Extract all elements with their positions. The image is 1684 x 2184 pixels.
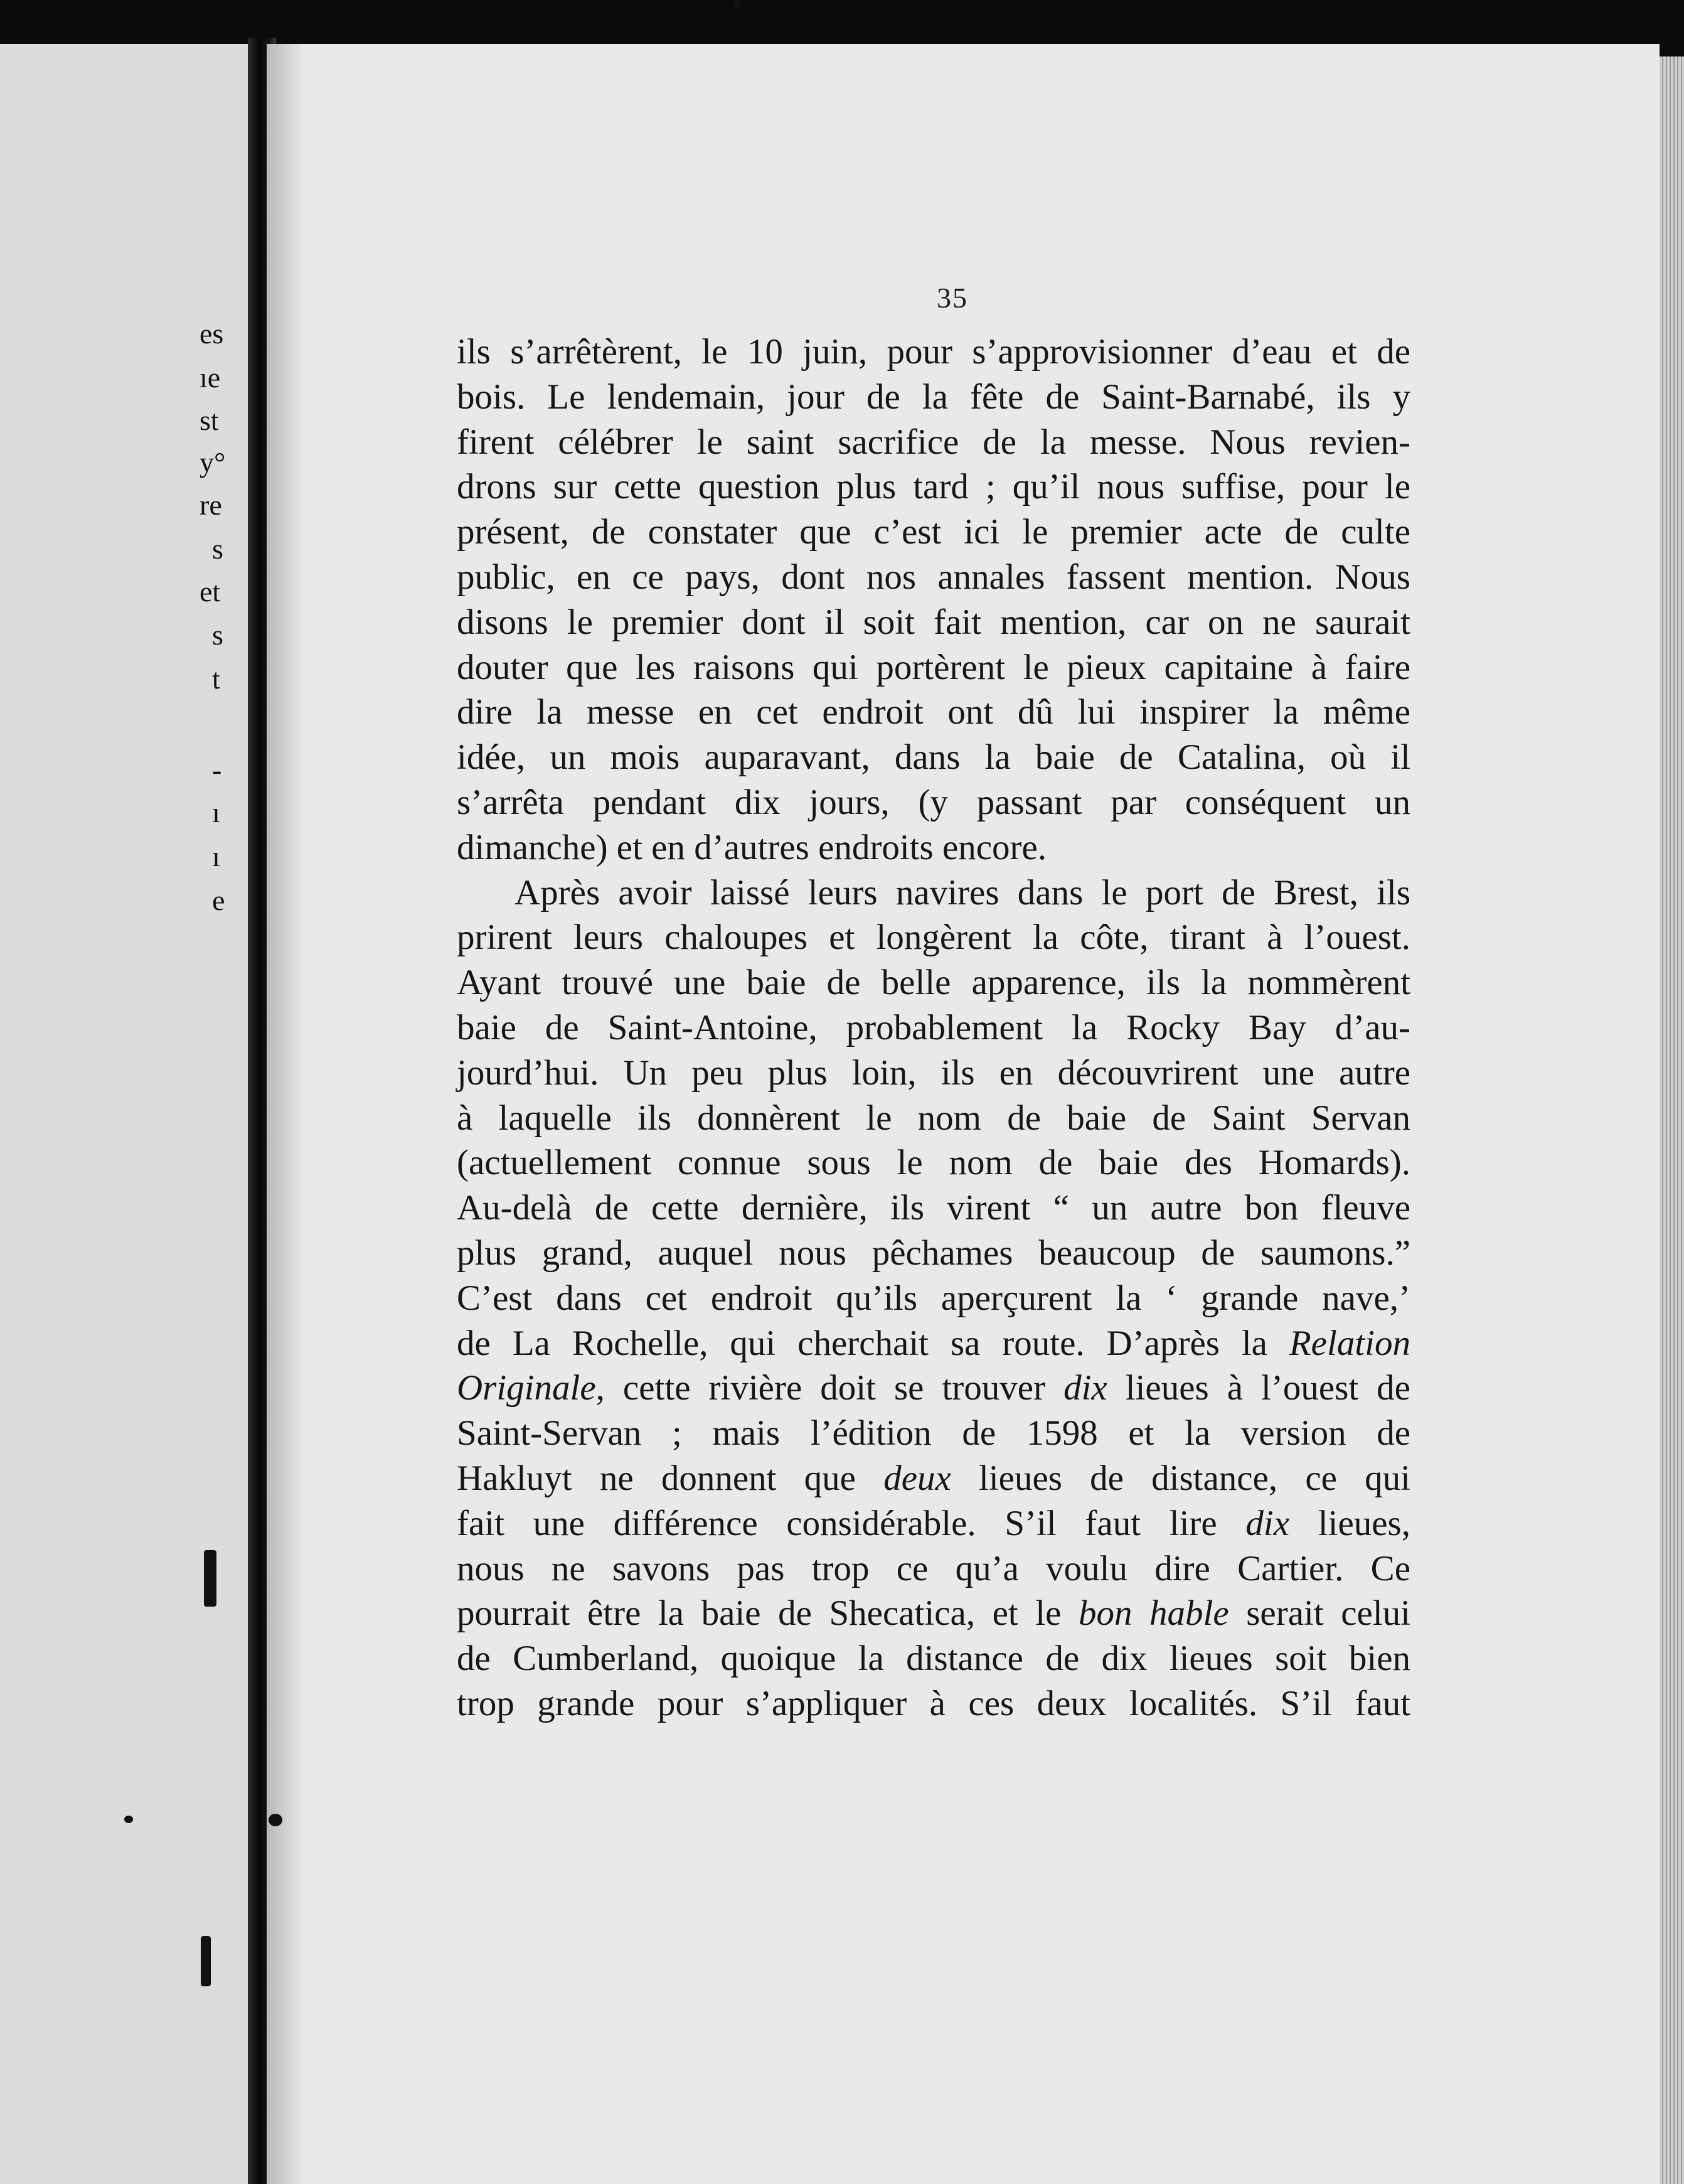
text-segment: de La Rochelle, qui cherchait sa route. D’après la [457, 1323, 1289, 1363]
text-segment: public, en ce pays, dont nos annales fassent mention. Nous [457, 557, 1410, 597]
text-segment: C’est dans cet endroit qu’ils aperçurent la ‘ grande nave,’ [457, 1278, 1410, 1318]
facing-page-text-fragment: ı [212, 840, 220, 872]
text-line [457, 1636, 1410, 1681]
text-line [457, 1231, 1410, 1276]
text-segment: prirent leurs chaloupes et longèrent la côte, tirant à l’ouest. [457, 918, 1410, 958]
page-edge-stack [1660, 56, 1684, 2184]
text-segment: lieues, [1289, 1503, 1410, 1543]
text-segment: Après avoir laissé leurs navires dans le port de Brest, ils [514, 872, 1410, 913]
scan-speck [201, 1936, 211, 1986]
text-line [457, 960, 1410, 1005]
text-segment: firent célébrer le saint sacrifice de la messe. Nous revien- [457, 422, 1410, 462]
text-line [457, 1366, 1410, 1411]
facing-page-text-fragment: re [200, 489, 222, 521]
text-line [457, 375, 1410, 420]
text-line [457, 1005, 1410, 1051]
facing-page-text-fragment: st [200, 404, 219, 436]
text-line [457, 1501, 1410, 1546]
text-segment: dire la messe en cet endroit ont dû lui inspirer la même [457, 692, 1410, 732]
text-segment: présent, de constater que c’est ici le premier acte de culte [457, 512, 1410, 552]
text-line [457, 825, 1410, 870]
facing-page-text-fragment: - [212, 754, 222, 786]
text-line [457, 1186, 1410, 1231]
text-line [457, 645, 1410, 690]
text-line [457, 870, 1410, 916]
text-line [457, 1321, 1410, 1366]
text-segment: Saint-Servan ; mais l’édition de 1598 et la version de [457, 1413, 1410, 1453]
facing-page-text-fragment: ıe [200, 361, 221, 393]
text-line [457, 1411, 1410, 1456]
italic-text: deux [883, 1458, 951, 1498]
text-segment: trop grande pour s’appliquer à ces deux localités. S’il faut [457, 1683, 1410, 1723]
text-segment: lieues de distance, ce qui [951, 1458, 1410, 1498]
page-number: 35 [937, 282, 968, 314]
facing-page-text-fragment: s [212, 619, 223, 651]
text-segment: (actuellement connue sous le nom de baie des Homards). [457, 1143, 1410, 1183]
text-segment: Hakluyt ne donnent que [457, 1458, 884, 1498]
text-line [457, 1140, 1410, 1186]
text-segment: s’arrêta pendant dix jours, (y passant par conséquent un [457, 782, 1410, 822]
facing-page-text-fragment: t [212, 663, 220, 695]
text-line [457, 1681, 1410, 1726]
facing-page-text-fragment: y° [200, 446, 226, 478]
italic-text: Originale [457, 1368, 596, 1408]
facing-page-text-fragment: es [200, 318, 224, 350]
text-line [457, 1591, 1410, 1636]
body-text [457, 329, 1410, 1726]
facing-page-text-fragment: ı [212, 796, 220, 828]
text-line [457, 420, 1410, 465]
facing-page-fragment [0, 44, 248, 2184]
text-line [457, 1276, 1410, 1321]
facing-page-text-fragment: e [212, 884, 225, 916]
italic-text: bon hable [1079, 1593, 1229, 1634]
text-line [457, 555, 1410, 600]
text-line [457, 1546, 1410, 1592]
binding-shadow [267, 44, 304, 2184]
text-segment: Au-delà de cette dernière, ils virent “ un autre bon fleuve [457, 1188, 1410, 1228]
text-segment: lieues à l’ouest de [1107, 1368, 1410, 1408]
text-line [457, 1096, 1410, 1141]
text-segment: , cette rivière doit se trouver [595, 1368, 1064, 1408]
text-segment: douter que les raisons qui portèrent le pieux capitaine à faire [457, 647, 1410, 687]
text-segment: nous ne savons pas trop ce qu’a voulu dire Cartier. Ce [457, 1548, 1410, 1588]
text-line [457, 690, 1410, 735]
text-line [457, 329, 1410, 375]
facing-page-text-fragment: et [200, 575, 221, 608]
text-segment: jourd’hui. Un peu plus loin, ils en découvrirent une autre [457, 1052, 1410, 1093]
italic-text: Relation [1289, 1323, 1410, 1363]
scan-speck [269, 1814, 282, 1826]
text-line [457, 464, 1410, 510]
text-segment: idée, un mois auparavant, dans la baie de Catalina, où il [457, 737, 1410, 778]
text-segment: disons le premier dont il soit fait mention, car on ne saurait [457, 602, 1410, 642]
italic-text: dix [1245, 1503, 1290, 1543]
text-segment: pourrait être la baie de Shecatica, et le [457, 1593, 1079, 1634]
text-segment: bois. Le lendemain, jour de la fête de Saint-Barnabé, ils y [457, 377, 1410, 417]
text-segment: fait une différence considérable. S’il faut lire [457, 1503, 1246, 1543]
text-segment: serait celui [1228, 1593, 1410, 1634]
text-line [457, 600, 1410, 645]
scan-speck [124, 1816, 133, 1823]
text-line [457, 510, 1410, 555]
text-line [457, 1456, 1410, 1501]
text-segment: drons sur cette question plus tard ; qu’il nous suffise, pour le [457, 467, 1410, 507]
text-segment: plus grand, auquel nous pêchames beaucoup de saumons.” [457, 1233, 1410, 1273]
italic-text: dix [1063, 1368, 1107, 1408]
text-line [457, 780, 1410, 825]
text-segment: ils s’arrêtèrent, le 10 juin, pour s’approvisionner d’eau et de [457, 332, 1410, 372]
scan-speck [204, 1550, 216, 1607]
text-line [457, 1051, 1410, 1096]
text-segment: dimanche) et en d’autres endroits encore. [457, 827, 1047, 867]
text-segment: de Cumberland, quoique la distance de dix lieues soit bien [457, 1639, 1410, 1679]
facing-page-text-fragment: s [212, 533, 223, 565]
text-segment: à laquelle ils donnèrent le nom de baie de Saint Servan [457, 1098, 1410, 1138]
text-segment: baie de Saint-Antoine, probablement la Rocky Bay d’au- [457, 1007, 1410, 1047]
text-segment: Ayant trouvé une baie de belle apparence, ils la nommèrent [457, 963, 1410, 1003]
text-line [457, 915, 1410, 960]
scan-speck [734, 0, 740, 9]
text-line [457, 735, 1410, 780]
